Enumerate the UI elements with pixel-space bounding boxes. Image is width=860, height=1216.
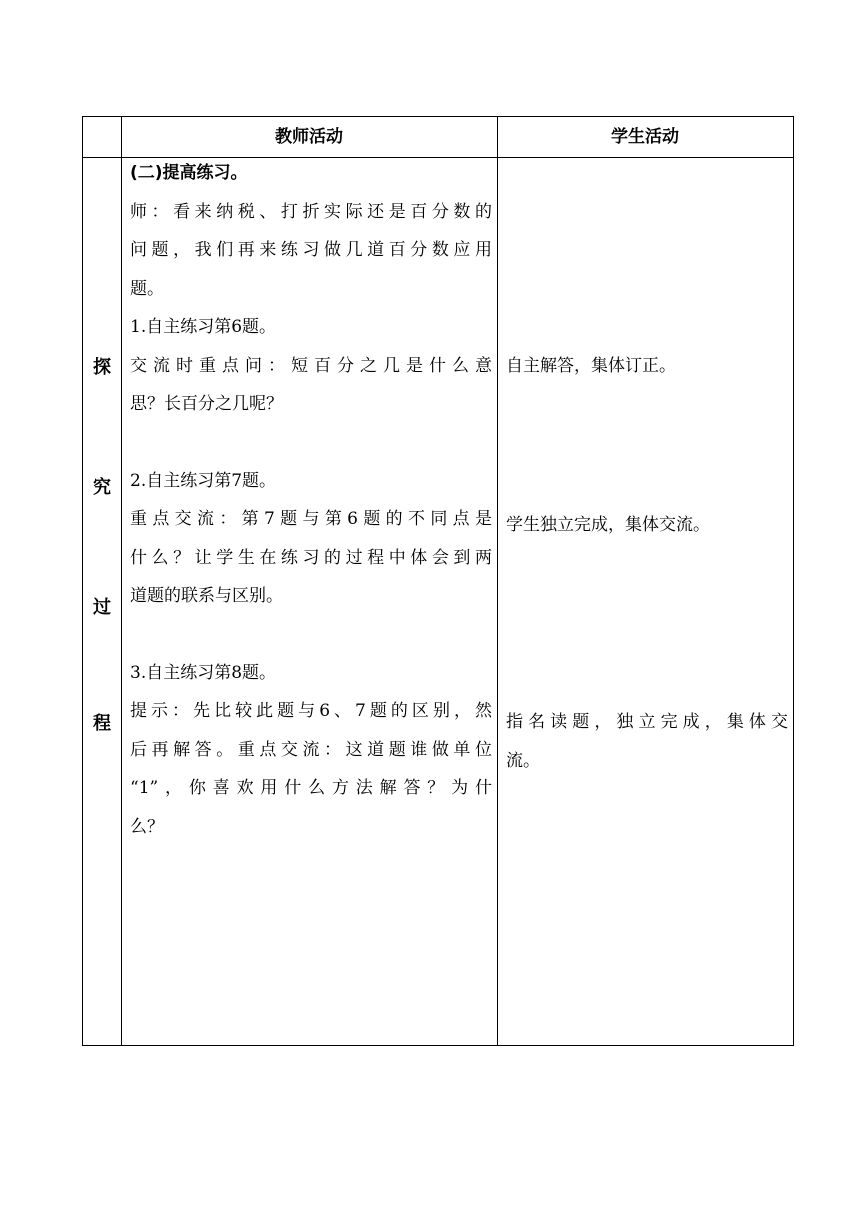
student-response-2 xyxy=(506,506,788,545)
teacher-text-line: 题。 xyxy=(130,278,164,299)
teacher-text-line: 师：看来纳税、打折实际还是百分数的 xyxy=(130,201,492,222)
teacher-text-line: 后再解答。重点交流：这道题谁做单位 xyxy=(130,739,492,760)
teacher-text-line: 交流时重点问：短百分之几是什么意 xyxy=(130,355,492,376)
stage-label-char: 程 xyxy=(93,713,111,734)
stage-label-char: 过 xyxy=(93,597,111,618)
teacher-text-line: “1”，你喜欢用什么方法解答？为什 xyxy=(130,778,492,798)
teacher-text-line: 么？ xyxy=(130,816,164,837)
student-text-line: 流。 xyxy=(506,750,540,771)
section-title: (二)提高练习。 xyxy=(130,163,248,183)
student-text-line: 学生独立完成，集体交流。 xyxy=(506,515,710,535)
column-divider-student xyxy=(497,117,498,1045)
exercise-1-title: 1.自主练习第6题。 xyxy=(130,317,277,337)
teacher-text-line: 什么？让学生在练习的过程中体会到两 xyxy=(130,547,492,568)
column-divider-stage xyxy=(121,117,122,1045)
teacher-text-line: 提示：先比较此题与6、7题的区别，然 xyxy=(130,701,492,721)
student-response-3 xyxy=(506,703,788,780)
stage-label-char: 究 xyxy=(93,477,111,498)
teacher-text-line: 重点交流：第7题与第6题的不同点是 xyxy=(130,509,492,529)
stage-label-char: 探 xyxy=(93,357,111,378)
student-response-1 xyxy=(506,347,788,386)
teacher-text-line: 问题，我们再来练习做几道百分数应用 xyxy=(130,240,492,260)
lesson-plan-table xyxy=(82,116,794,1046)
teacher-text-line: 思？长百分之几呢？ xyxy=(130,394,283,414)
exercise-2-title: 2.自主练习第7题。 xyxy=(130,470,277,491)
exercise-3-title: 3.自主练习第8题。 xyxy=(130,662,277,683)
header-teacher-activity: 教师活动 xyxy=(275,127,343,147)
student-text-line: 指名读题，独立完成，集体交 xyxy=(506,712,788,732)
teacher-activity-cell xyxy=(130,154,492,846)
student-text-line: 自主解答，集体订正。 xyxy=(506,356,676,376)
teacher-text-line: 道题的联系与区别。 xyxy=(130,586,283,606)
header-student-activity: 学生活动 xyxy=(611,127,679,147)
